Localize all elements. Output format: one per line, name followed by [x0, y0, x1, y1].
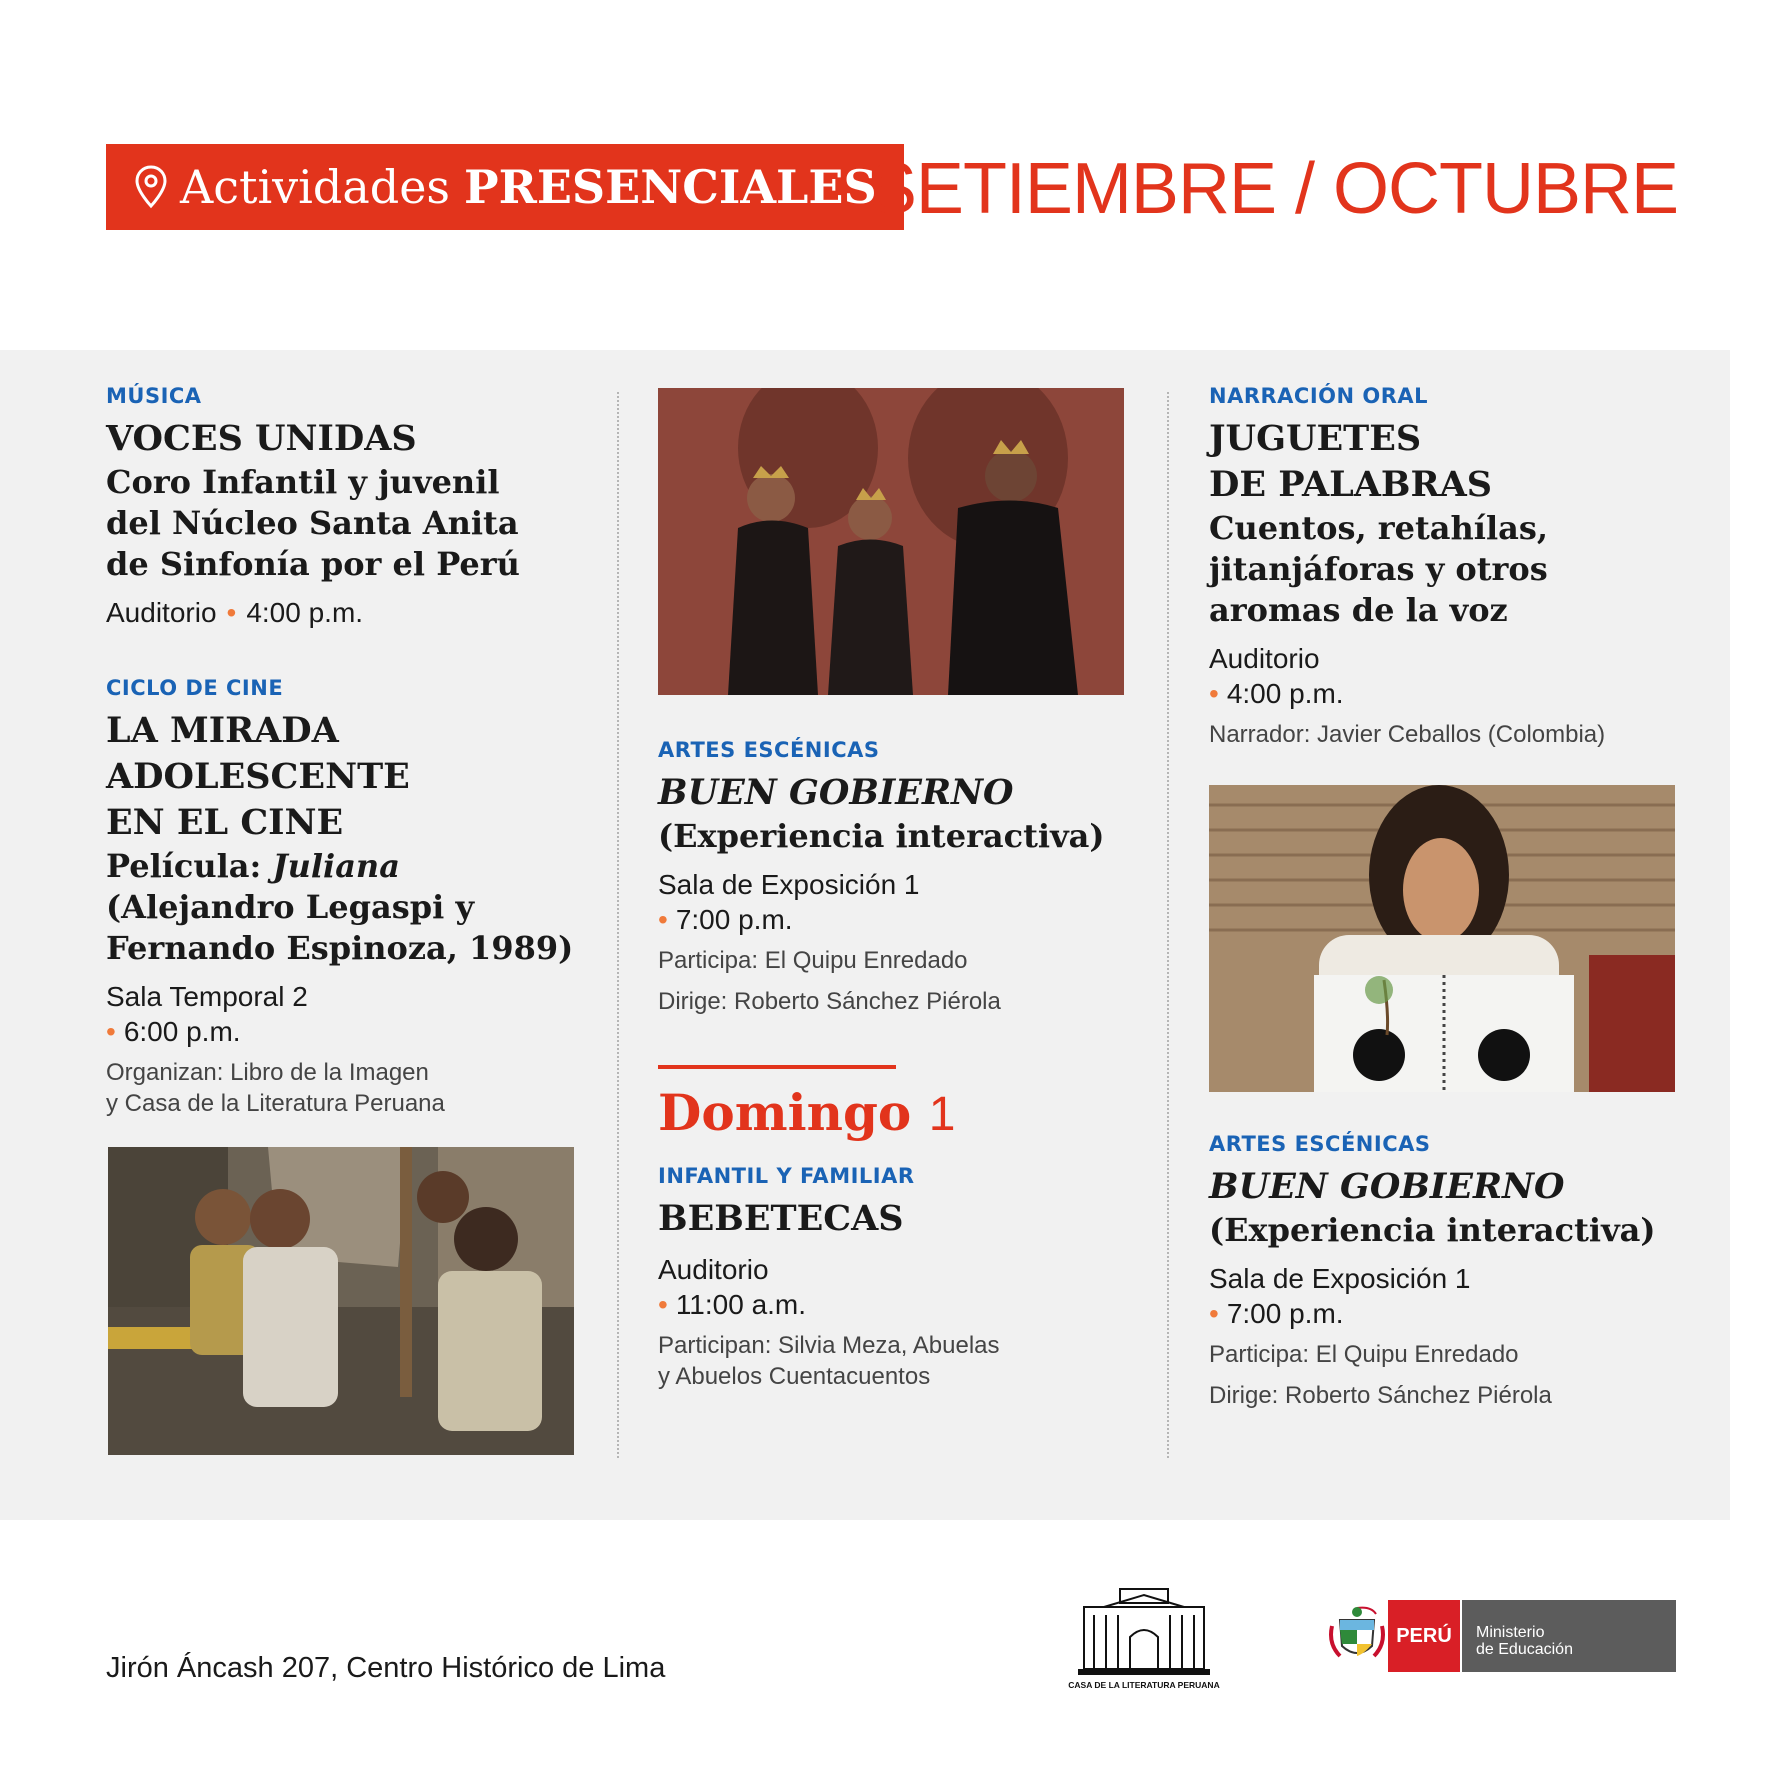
event-subtitle: (Experiencia interactiva): [658, 817, 1105, 855]
event-subtitle: Coro Infantil y juvenil: [106, 463, 500, 501]
narrator-photo: [1209, 785, 1675, 1092]
event-voces-unidas: [106, 384, 606, 630]
day-number: 1: [928, 1088, 956, 1141]
event-time: 4:00 p.m.: [1226, 678, 1344, 709]
event-venue: Auditorio: [1209, 643, 1320, 674]
event-note: y Abuelos Cuentacuentos: [658, 1363, 931, 1390]
ministry-line: Ministerio: [1476, 1624, 1545, 1641]
event-category: CICLO DE CINE: [106, 676, 284, 700]
event-category: MÚSICA: [106, 384, 202, 408]
event-note: y Casa de la Literatura Peruana: [106, 1090, 445, 1117]
event-note: Narrador: Javier Ceballos (Colombia): [1209, 721, 1606, 748]
event-subtitle: Cuentos, retahílas,: [1209, 509, 1548, 547]
months-heading: SETIEMBRE / OCTUBRE: [868, 149, 1678, 229]
casa-literatura-logo: [1064, 1585, 1224, 1693]
badge-text-light: Actividades: [180, 160, 451, 214]
event-title: JUGUETES: [1209, 418, 1422, 459]
event-title: DE PALABRAS: [1209, 464, 1493, 505]
svg-text:CASA DE LA LITERATURA PERUANA: CASA DE LA LITERATURA PERUANA: [1068, 1680, 1220, 1690]
event-title: BUEN GOBIERNO: [1209, 1166, 1565, 1207]
venue-address: Jirón Áncash 207, Centro Histórico de Lima: [106, 1652, 666, 1684]
event-subtitle: (Alejandro Legaspi y: [106, 888, 475, 926]
column-divider: [617, 392, 619, 1458]
event-title: VOCES UNIDAS: [106, 418, 417, 459]
event-category: ARTES ESCÉNICAS: [658, 738, 880, 762]
event-time: 6:00 p.m.: [123, 1016, 241, 1047]
event-time: 7:00 p.m.: [1226, 1298, 1344, 1329]
event-title: BUEN GOBIERNO: [658, 772, 1014, 813]
badge-text-bold: PRESENCIALES: [464, 160, 877, 214]
column-3: [1209, 384, 1709, 750]
event-mirada-adolescente: [106, 676, 606, 1119]
event-note: Organizan: Libro de la Imagen: [106, 1059, 429, 1086]
bullet-dot: •: [226, 597, 237, 628]
event-venue: Auditorio: [658, 1254, 769, 1285]
event-venue: Sala de Exposición 1: [658, 869, 920, 900]
day-heading: [658, 1083, 1138, 1142]
event-time: 4:00 p.m.: [246, 597, 364, 628]
film-prefix: Película:: [106, 847, 262, 885]
event-time: 7:00 p.m.: [675, 904, 793, 935]
peru-label: PERÚ: [1388, 1600, 1460, 1672]
event-venue: Sala de Exposición 1: [1209, 1263, 1471, 1294]
minedu-logo: [1326, 1600, 1676, 1672]
event-category: NARRACIÓN ORAL: [1209, 384, 1429, 408]
bullet-dot: •: [1209, 678, 1219, 709]
film-title: Juliana: [272, 847, 400, 885]
event-subtitle: aromas de la voz: [1209, 591, 1508, 629]
day-rule: [658, 1065, 896, 1069]
event-time-line: [658, 1287, 1138, 1322]
event-category: ARTES ESCÉNICAS: [1209, 1132, 1431, 1156]
event-note: Participan: Silvia Meza, Abuelas: [658, 1332, 1000, 1359]
event-title: ADOLESCENTE: [106, 756, 410, 797]
bullet-dot: •: [1209, 1298, 1219, 1329]
column-divider: [1167, 392, 1169, 1458]
event-note: Dirige: Roberto Sánchez Piérola: [1209, 1382, 1552, 1409]
column-1: [106, 384, 606, 1119]
peru-coat-of-arms-icon: [1326, 1600, 1388, 1672]
event-juguetes-de-palabras: [1209, 384, 1709, 750]
event-subtitle: Fernando Espinoza, 1989): [106, 929, 574, 967]
event-title: BEBETECAS: [658, 1198, 904, 1239]
ministry-label: [1460, 1600, 1676, 1672]
buen-gobierno-photo: [658, 388, 1124, 695]
event-category: INFANTIL Y FAMILIAR: [658, 1164, 915, 1188]
event-note: Dirige: Roberto Sánchez Piérola: [658, 988, 1001, 1015]
ministry-line: de Educación: [1476, 1641, 1573, 1658]
event-time-line: [1209, 1296, 1709, 1331]
event-buen-gobierno-1: [658, 738, 1138, 1017]
event-subtitle: de Sinfonía por el Perú: [106, 545, 520, 583]
event-venue: Sala Temporal 2: [106, 981, 308, 1012]
event-subtitle: (Experiencia interactiva): [1209, 1211, 1656, 1249]
bullet-dot: •: [106, 1016, 116, 1047]
event-film: [106, 846, 606, 887]
event-note: Participa: El Quipu Enredado: [658, 947, 968, 974]
film-still-photo: [108, 1147, 574, 1455]
column-3-lower: [1209, 1132, 1709, 1411]
event-venue-time: [106, 595, 606, 630]
column-2: [658, 738, 1138, 1392]
presenciales-badge: [106, 144, 904, 230]
event-time-line: [1209, 676, 1709, 711]
event-subtitle: jitanjáforas y otros: [1209, 550, 1548, 588]
event-note: Participa: El Quipu Enredado: [1209, 1341, 1519, 1368]
event-title: LA MIRADA: [106, 710, 339, 751]
event-title: EN EL CINE: [106, 802, 344, 843]
event-venue: Auditorio: [106, 597, 217, 628]
bullet-dot: •: [658, 904, 668, 935]
event-time-line: [658, 902, 1138, 937]
day-label: Domingo: [658, 1083, 912, 1142]
event-time-line: [106, 1014, 606, 1049]
day-section: [658, 1065, 1138, 1142]
event-buen-gobierno-2: [1209, 1132, 1709, 1411]
event-bebetecas: [658, 1164, 1138, 1392]
event-subtitle: del Núcleo Santa Anita: [106, 504, 519, 542]
location-pin-icon: [134, 165, 168, 209]
bullet-dot: •: [658, 1289, 668, 1320]
event-time: 11:00 a.m.: [675, 1289, 807, 1320]
